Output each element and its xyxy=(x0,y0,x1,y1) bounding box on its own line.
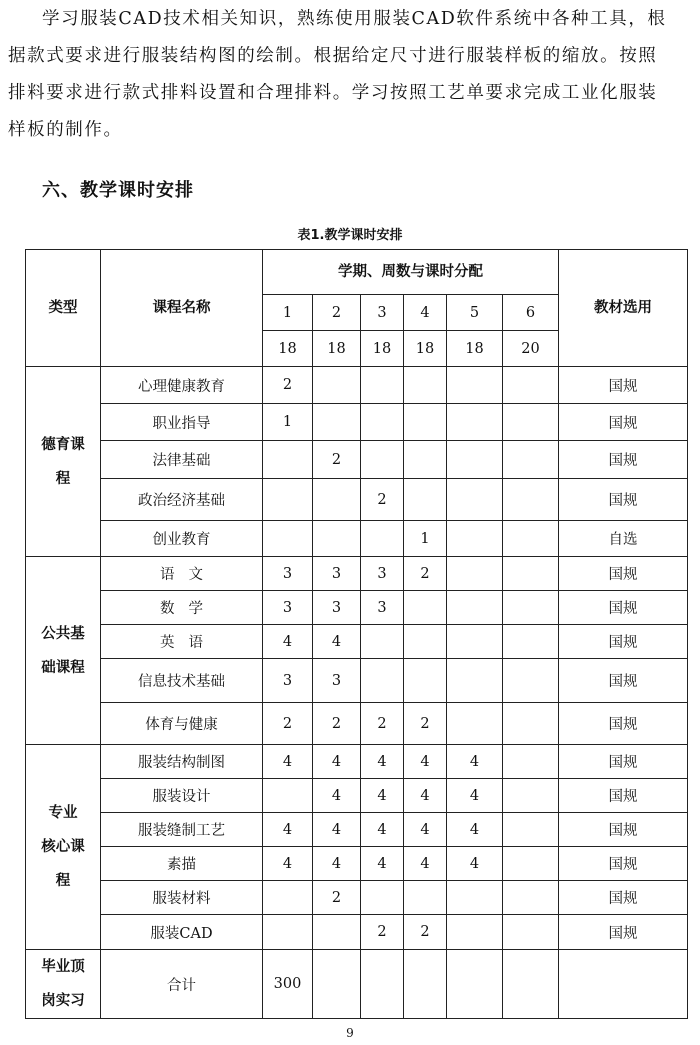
course-type-line: 专业 xyxy=(48,805,78,821)
hours-cell: 2 xyxy=(404,703,447,745)
hours-cell: 4 xyxy=(313,745,361,779)
table-row xyxy=(26,847,688,881)
semester-number: 6 xyxy=(503,295,559,331)
hours-cell: 1 xyxy=(263,404,313,441)
hours-cell: 4 xyxy=(404,779,447,813)
course-name: 法律基础 xyxy=(101,441,263,479)
course-type-line: 德育课 xyxy=(41,436,85,453)
course-type xyxy=(26,367,101,557)
course-type-line: 程 xyxy=(55,470,71,487)
hours-cell xyxy=(503,950,559,1019)
hours-cell xyxy=(447,881,503,915)
hours-cell xyxy=(263,779,313,813)
header-course: 课程名称 xyxy=(101,250,263,367)
table-row xyxy=(26,404,688,441)
course-name: 体育与健康 xyxy=(101,703,263,745)
hours-cell xyxy=(447,703,503,745)
hours-cell xyxy=(263,441,313,479)
course-name: 服装CAD xyxy=(101,915,263,950)
hours-cell: 4 xyxy=(447,847,503,881)
hours-cell: 4 xyxy=(447,745,503,779)
course-name: 创业教育 xyxy=(101,521,263,557)
semester-number: 3 xyxy=(361,295,404,331)
hours-cell: 4 xyxy=(361,779,404,813)
hours-cell: 3 xyxy=(263,557,313,591)
semester-weeks: 18 xyxy=(361,331,404,367)
table-row xyxy=(26,557,688,591)
textbook-cell: 国规 xyxy=(559,745,688,779)
hours-cell xyxy=(503,779,559,813)
course-name: 信息技术基础 xyxy=(101,659,263,703)
course-type xyxy=(26,745,101,950)
course-name: 服装材料 xyxy=(101,881,263,915)
intro-line: 样板的制作。 xyxy=(8,120,123,140)
course-type-line: 岗实习 xyxy=(41,993,85,1009)
table-row xyxy=(26,703,688,745)
table-row xyxy=(26,479,688,521)
hours-cell xyxy=(447,521,503,557)
semester-number: 5 xyxy=(447,295,503,331)
course-name: 服装设计 xyxy=(101,779,263,813)
hours-cell: 3 xyxy=(361,557,404,591)
course-name: 服装结构制图 xyxy=(101,745,263,779)
table-row xyxy=(26,367,688,404)
textbook-cell: 国规 xyxy=(559,625,688,659)
course-name: 服装缝制工艺 xyxy=(101,813,263,847)
hours-cell xyxy=(404,659,447,703)
table-row xyxy=(26,813,688,847)
course-name: 职业指导 xyxy=(101,404,263,441)
hours-cell: 4 xyxy=(404,745,447,779)
course-name: 合计 xyxy=(101,950,263,1019)
semester-number: 2 xyxy=(313,295,361,331)
hours-cell xyxy=(404,441,447,479)
hours-cell: 3 xyxy=(361,591,404,625)
hours-cell xyxy=(447,915,503,950)
textbook-cell: 国规 xyxy=(559,881,688,915)
hours-cell: 4 xyxy=(313,625,361,659)
hours-cell xyxy=(404,404,447,441)
course-name: 政治经济基础 xyxy=(101,479,263,521)
hours-cell xyxy=(404,591,447,625)
hours-cell xyxy=(503,521,559,557)
hours-cell: 1 xyxy=(404,521,447,557)
semester-weeks: 18 xyxy=(313,331,361,367)
hours-cell xyxy=(447,367,503,404)
hours-cell xyxy=(361,881,404,915)
intro-paragraph xyxy=(8,1,692,149)
hours-cell xyxy=(447,950,503,1019)
hours-cell: 4 xyxy=(404,813,447,847)
semester-weeks: 20 xyxy=(503,331,559,367)
course-type-line: 程 xyxy=(55,873,71,889)
hours-cell xyxy=(404,881,447,915)
hours-cell xyxy=(361,441,404,479)
table-row xyxy=(26,779,688,813)
hours-cell: 3 xyxy=(313,557,361,591)
hours-cell xyxy=(263,479,313,521)
textbook-cell: 国规 xyxy=(559,479,688,521)
textbook-cell: 国规 xyxy=(559,813,688,847)
hours-cell xyxy=(361,404,404,441)
hours-cell: 4 xyxy=(263,625,313,659)
header-type: 类型 xyxy=(26,250,101,367)
header-textbook: 教材选用 xyxy=(559,250,688,367)
hours-cell xyxy=(503,441,559,479)
textbook-cell: 国规 xyxy=(559,557,688,591)
textbook-cell: 国规 xyxy=(559,779,688,813)
hours-cell: 3 xyxy=(263,591,313,625)
hours-cell xyxy=(503,404,559,441)
table-row xyxy=(26,950,688,1019)
hours-cell: 4 xyxy=(361,745,404,779)
hours-cell: 4 xyxy=(361,813,404,847)
textbook-cell: 国规 xyxy=(559,404,688,441)
intro-line: 据款式要求进行服装结构图的绘制。根据给定尺寸进行服装样板的缩放。按照 xyxy=(8,46,658,66)
hours-cell xyxy=(404,479,447,521)
hours-cell: 4 xyxy=(447,779,503,813)
hours-cell xyxy=(447,659,503,703)
hours-cell: 2 xyxy=(313,441,361,479)
hours-cell: 4 xyxy=(263,813,313,847)
table-row xyxy=(26,745,688,779)
course-type-line: 核心课 xyxy=(41,839,85,855)
hours-cell xyxy=(447,591,503,625)
table-row xyxy=(26,915,688,950)
table-row xyxy=(26,521,688,557)
textbook-cell: 国规 xyxy=(559,367,688,404)
hours-cell xyxy=(447,479,503,521)
hours-cell xyxy=(263,881,313,915)
hours-cell: 2 xyxy=(313,703,361,745)
hours-cell: 2 xyxy=(263,367,313,404)
course-type-line: 毕业顶 xyxy=(41,959,85,975)
hours-cell: 2 xyxy=(361,703,404,745)
hours-cell: 4 xyxy=(447,813,503,847)
course-name: 英语 xyxy=(101,625,263,659)
hours-cell xyxy=(361,367,404,404)
hours-cell xyxy=(503,591,559,625)
semester-weeks: 18 xyxy=(404,331,447,367)
hours-cell xyxy=(503,745,559,779)
textbook-cell: 国规 xyxy=(559,703,688,745)
textbook-cell: 国规 xyxy=(559,441,688,479)
section-heading: 六、教学课时安排 xyxy=(42,180,194,201)
hours-cell: 2 xyxy=(313,881,361,915)
hours-cell xyxy=(447,441,503,479)
hours-cell xyxy=(447,404,503,441)
intro-line: 学习服装CAD技术相关知识，熟练使用服装CAD软件系统中各种工具，根 xyxy=(42,9,667,29)
hours-cell xyxy=(361,521,404,557)
semester-weeks: 18 xyxy=(447,331,503,367)
hours-cell xyxy=(503,659,559,703)
table-row xyxy=(26,659,688,703)
textbook-cell: 国规 xyxy=(559,659,688,703)
course-type-line: 础课程 xyxy=(41,659,85,676)
textbook-cell: 国规 xyxy=(559,591,688,625)
table-row xyxy=(26,881,688,915)
course-type xyxy=(26,950,101,1019)
hours-cell: 4 xyxy=(313,813,361,847)
hours-cell: 2 xyxy=(361,479,404,521)
semester-number: 4 xyxy=(404,295,447,331)
course-name: 心理健康教育 xyxy=(101,367,263,404)
course-type xyxy=(26,557,101,745)
hours-cell xyxy=(503,557,559,591)
hours-cell xyxy=(503,625,559,659)
hours-cell xyxy=(503,703,559,745)
hours-cell: 4 xyxy=(313,779,361,813)
hours-cell xyxy=(503,915,559,950)
hours-cell xyxy=(447,625,503,659)
hours-cell: 3 xyxy=(313,591,361,625)
hours-cell xyxy=(313,404,361,441)
hours-cell: 4 xyxy=(404,847,447,881)
table-caption: 表1.教学课时安排 xyxy=(297,228,403,243)
hours-cell xyxy=(361,950,404,1019)
semester-number: 1 xyxy=(263,295,313,331)
hours-cell xyxy=(263,521,313,557)
table-row xyxy=(26,441,688,479)
course-type-line: 公共基 xyxy=(41,625,85,642)
textbook-cell: 自选 xyxy=(559,521,688,557)
hours-cell: 2 xyxy=(404,557,447,591)
textbook-cell xyxy=(559,950,688,1019)
hours-cell: 4 xyxy=(263,847,313,881)
textbook-cell: 国规 xyxy=(559,915,688,950)
intro-line: 排料要求进行款式排料设置和合理排料。学习按照工艺单要求完成工业化服装 xyxy=(8,83,658,103)
course-name: 语文 xyxy=(101,557,263,591)
hours-cell: 300 xyxy=(263,950,313,1019)
hours-cell: 2 xyxy=(263,703,313,745)
hours-cell xyxy=(503,813,559,847)
hours-cell: 3 xyxy=(263,659,313,703)
hours-cell xyxy=(404,367,447,404)
hours-cell: 4 xyxy=(263,745,313,779)
header-distribution: 学期、周数与课时分配 xyxy=(263,250,559,295)
textbook-cell: 国规 xyxy=(559,847,688,881)
hours-cell: 4 xyxy=(313,847,361,881)
hours-cell: 2 xyxy=(404,915,447,950)
semester-weeks: 18 xyxy=(263,331,313,367)
course-name: 数学 xyxy=(101,591,263,625)
hours-cell xyxy=(503,847,559,881)
hours-cell xyxy=(503,881,559,915)
table-row xyxy=(26,591,688,625)
hours-cell: 4 xyxy=(361,847,404,881)
page-number: 9 xyxy=(346,1026,354,1040)
hours-cell xyxy=(404,625,447,659)
hours-cell xyxy=(361,625,404,659)
hours-cell xyxy=(447,557,503,591)
hours-cell xyxy=(404,950,447,1019)
hours-cell xyxy=(361,659,404,703)
schedule-table xyxy=(25,249,688,1019)
hours-cell xyxy=(313,521,361,557)
hours-cell xyxy=(503,479,559,521)
hours-cell xyxy=(503,367,559,404)
hours-cell xyxy=(313,367,361,404)
hours-cell: 2 xyxy=(361,915,404,950)
hours-cell: 3 xyxy=(313,659,361,703)
hours-cell xyxy=(313,479,361,521)
hours-cell xyxy=(263,915,313,950)
hours-cell xyxy=(313,950,361,1019)
hours-cell xyxy=(313,915,361,950)
table-row xyxy=(26,625,688,659)
course-name: 素描 xyxy=(101,847,263,881)
